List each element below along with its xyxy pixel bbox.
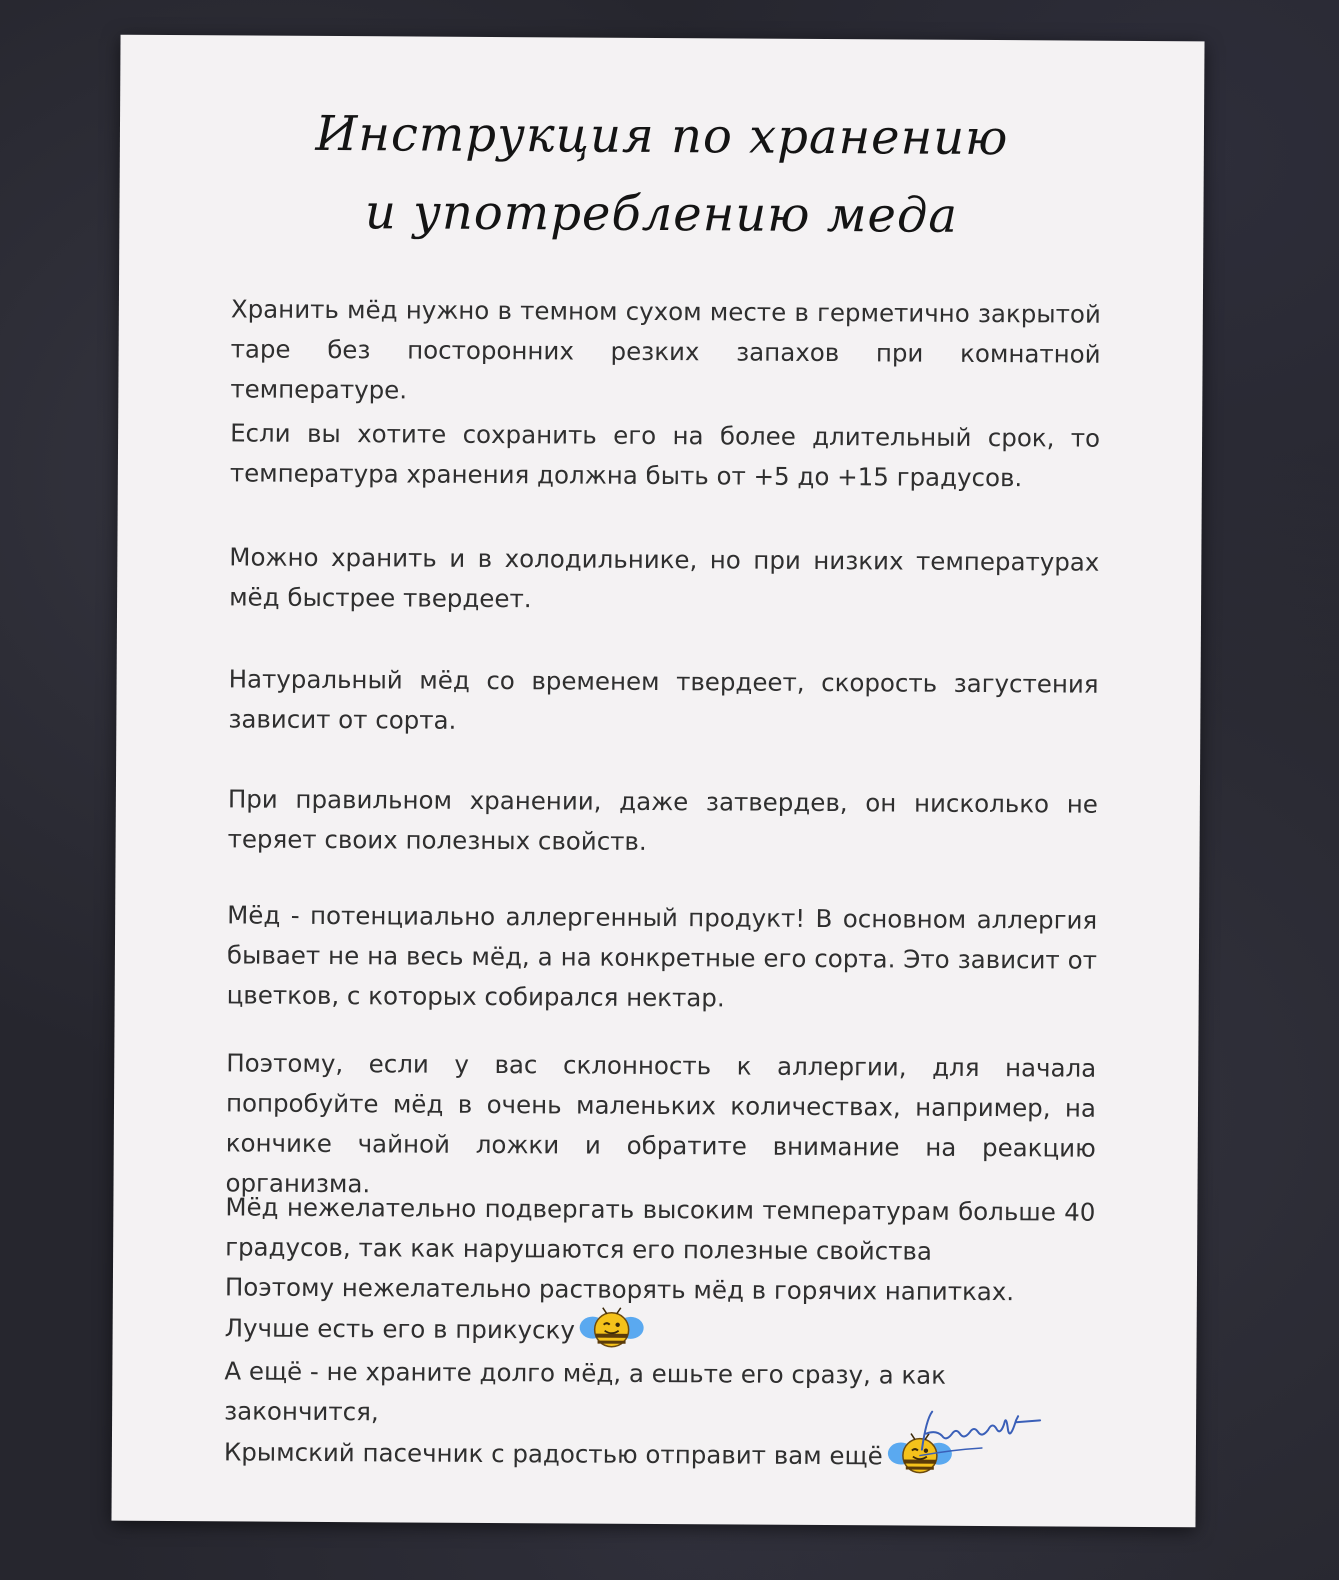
paragraph-text: Можно хранить и в холодильнике, но при низких температурах мёд быстрее твердеет. xyxy=(229,542,1100,614)
paragraph-allergy-advice xyxy=(225,1043,1096,1208)
final-line-order: А ещё - не храните долго мёд, а ешьте его сразу, а как закончится, xyxy=(224,1356,947,1427)
paragraph-text: Если вы хотите сохранить его на более длительный срок, то температура хранения должна быть от +5 до +15 градусов. xyxy=(229,418,1101,493)
final-line-bite xyxy=(225,1307,1095,1356)
paragraph-crystallization xyxy=(228,659,1098,744)
paragraph-text: Поэтому, если у вас склонность к аллергии, для начала попробуйте мёд в очень маленьких количествах, например, на кончике чайной ложки и обратите внимание на реакцию организма. xyxy=(225,1048,1097,1199)
final-line-bite-text: Лучше есть его в прикуску xyxy=(224,1313,575,1345)
paragraph-storage xyxy=(230,289,1101,414)
final-line-temperature: Мёд нежелательно подвергать высоким температурам больше 40 градусов, так как нарушаются его полезные свойства xyxy=(225,1192,1096,1266)
paragraph-fridge xyxy=(229,537,1099,622)
signature-icon xyxy=(912,1400,1052,1461)
bee-icon xyxy=(579,1306,645,1350)
title-line-1: Инструкция по хранению xyxy=(315,105,1009,167)
instruction-sheet xyxy=(111,35,1204,1528)
final-line-beekeeper-text: Крымский пасечник с радостью отправит вам ещё xyxy=(223,1437,883,1471)
paragraph-text: Мёд - потенциально аллергенный продукт! В основном аллергия бывает не на весь мёд, а на конкретные его сорта. Это зависит от цветков, с которых собирался нектар. xyxy=(226,900,1098,1013)
paragraph-text: Хранить мёд нужно в темном сухом месте в герметично закрытой таре без посторонних резких запахов при комнатной температуре. xyxy=(230,294,1101,405)
paragraph-allergy xyxy=(227,895,1098,1020)
final-line-drinks: Поэтому нежелательно растворять мёд в горячих напитках. xyxy=(224,1272,1015,1307)
title-line-2: и употреблению меда xyxy=(364,184,959,244)
paragraph-properties xyxy=(228,779,1098,864)
paragraph-long-term xyxy=(230,413,1100,498)
paragraph-text: При правильном хранении, даже затвердев, он нисколько не теряет своих полезных свойств. xyxy=(227,784,1098,856)
paragraph-text: Натуральный мёд со временем твердеет, скорость загустения зависит от сорта. xyxy=(228,664,1099,735)
